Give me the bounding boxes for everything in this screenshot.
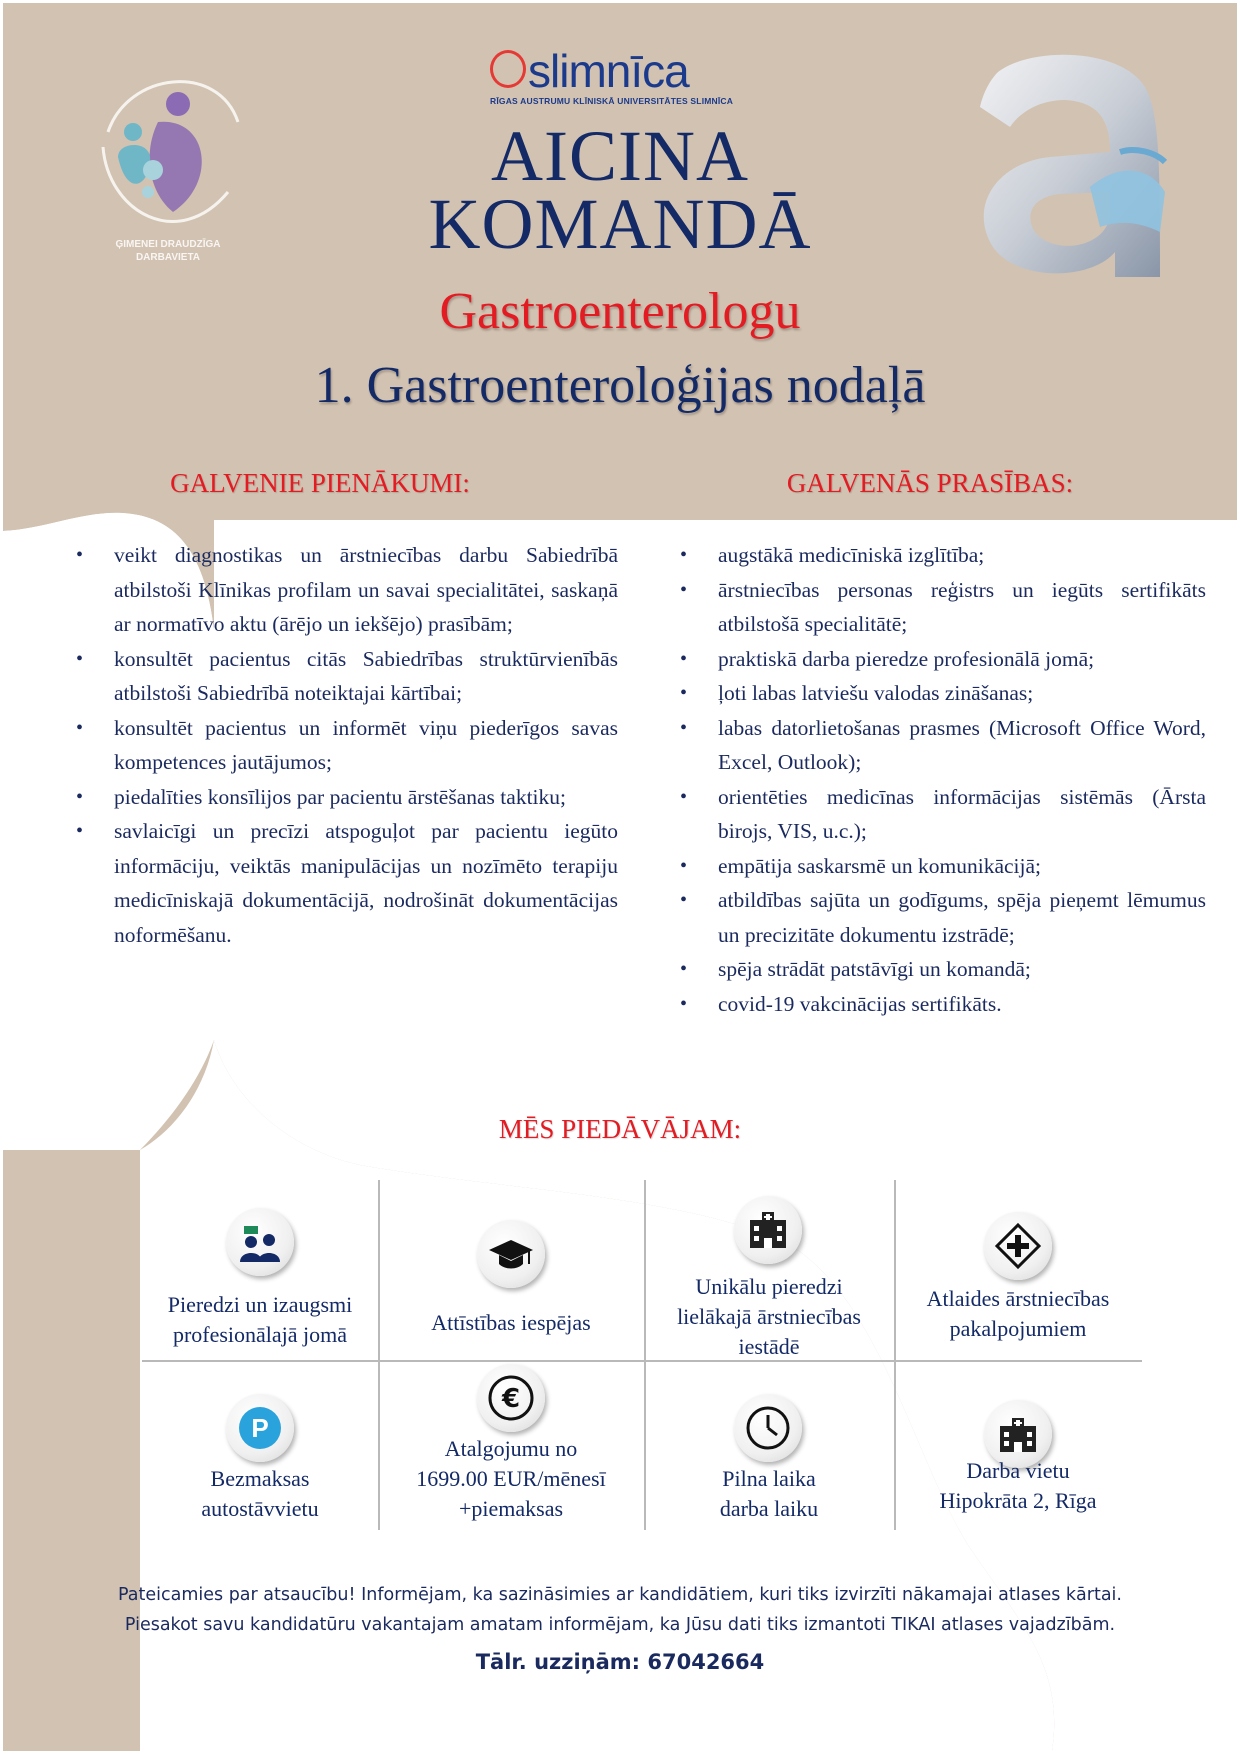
position-title: Gastroenterologu: [439, 283, 801, 340]
requirement-item: • spēja strādāt patstāvīgi un komandā;: [678, 952, 1206, 987]
offer-text-line: Hipokrāta 2, Rīga: [939, 1488, 1097, 1513]
brand-logo: [490, 45, 734, 106]
offer-text-line: profesionālajā jomā: [172, 1322, 348, 1347]
clock-icon: [734, 1394, 802, 1462]
offer-title: MĒS PIEDĀVĀJAM:: [498, 1114, 742, 1144]
offer-text-line: Pieredzi un izaugsmi: [167, 1292, 353, 1317]
medical-cross-icon: [984, 1212, 1052, 1280]
parking-icon: [226, 1394, 294, 1462]
offer-text-line: +piemaksas: [458, 1496, 564, 1521]
offer-item-parking: [142, 1464, 378, 1524]
graduation-cap-icon: [477, 1220, 545, 1288]
offer-text-line: iestādē: [738, 1334, 800, 1359]
offer-text-line: pakalpojumiem: [949, 1316, 1087, 1341]
duty-item: • konsultēt pacientus citās Sabiedrības struktūrvienībās atbilstoši Sabiedrībā noteiktajai kārtībai;: [74, 642, 618, 711]
requirement-item: • praktiskā darba pieredze profesionālā jomā;: [678, 642, 1206, 677]
headline: [320, 116, 920, 264]
offer-text-line: autostāvvietu: [201, 1496, 319, 1521]
footer-thanks: Pateicamies par atsaucību! Informējam, ka sazināsimies ar kandidātiem, kuri tiks izvirzīti nākamajai atlases kārtai.: [118, 1585, 1122, 1605]
duty-item: • veikt diagnostikas un ārstniecības darbu Sabiedrībā atbilstoši Klīnikas profilam un savai specialitātei, saskaņā ar normatīvo aktu (ārējo un iekšējo) prasībām;: [74, 538, 618, 642]
duty-item: • savlaicīgi un precīzi atspoguļot par pacientu iegūto informāciju, veiktās manipulācijas un nozīmēto terapiju medicīniskajā dokumentācijā, nodrošināt dokumentācijas noformēšanu.: [74, 814, 618, 952]
people-growth-icon: [226, 1208, 294, 1276]
requirement-item: • orientēties medicīnas informācijas sistēmās (Ārsta birojs, VIS, u.c.);: [678, 780, 1206, 849]
department-title: 1. Gastroenteroloģijas nodaļā: [314, 357, 926, 414]
hospital-icon: [734, 1196, 802, 1264]
offer-text-line: darba laiku: [719, 1496, 819, 1521]
offer-item-experience: [644, 1272, 894, 1362]
headline-line1: AICINA: [491, 116, 749, 196]
requirements-list: [678, 538, 1206, 1021]
grid-divider: [142, 1360, 1142, 1362]
svg-text:€: €: [501, 1384, 521, 1414]
brand-subtitle: RĪGAS AUSTRUMU KLĪNISKĀ UNIVERSITĀTES SLIMNĪCA: [490, 96, 734, 106]
offer-item-growth: [142, 1290, 378, 1350]
requirement-item: • ārstniecības personas reģistrs un iegūts sertifikāts atbilstošā specialitātē;: [678, 573, 1206, 642]
duties-list: [74, 538, 618, 952]
offer-item-salary: [378, 1434, 644, 1524]
requirement-item: • labas datorlietošanas prasmes (Microsoft Office Word, Excel, Outlook);: [678, 711, 1206, 780]
requirement-item: • empātija saskarsmē un komunikācijā;: [678, 849, 1206, 884]
offer-text-line: Bezmaksas: [210, 1466, 310, 1491]
requirement-item: • atbildības sajūta un godīgums, spēja pieņemt lēmumus un precizitāte dokumentu izstrādē;: [678, 883, 1206, 952]
offer-text-line: lielākajā ārstniecības: [677, 1304, 861, 1329]
offer-item-location: [894, 1456, 1142, 1516]
requirement-item: • augstākā medicīniskā izglītība;: [678, 538, 1206, 573]
duty-item: • piedalīties konsīlijos par pacientu ārstēšanas taktiku;: [74, 780, 618, 815]
offer-grid: [142, 1180, 1142, 1530]
duties-title: GALVENIE PIENĀKUMI:: [170, 468, 470, 498]
brand-a-mark: [490, 50, 526, 88]
brand-name: slimnīca: [528, 45, 689, 97]
offer-text-line: Attīstības iespējas: [431, 1310, 591, 1335]
requirement-item: • covid-19 vakcinācijas sertifikāts.: [678, 987, 1206, 1022]
svg-text:P: P: [251, 1413, 269, 1443]
footer-phone: Tālr. uzziņām: 67042664: [475, 1650, 765, 1674]
family-badge-text: ĢIMENEI DRAUDZĪGA DARBAVIETA: [115, 239, 221, 263]
offer-item-fulltime: [644, 1464, 894, 1524]
decorative-letter-a: [970, 52, 1170, 277]
letter-a-photo-icon: [970, 52, 1170, 277]
offer-item-development: [378, 1308, 644, 1338]
duty-item: • konsultēt pacientus un informēt viņu piederīgos savas kompetences jautājumos;: [74, 711, 618, 780]
requirements-title: GALVENĀS PRASĪBAS:: [786, 468, 1074, 498]
euro-icon: [477, 1364, 545, 1432]
offer-text-line: 1699.00 EUR/mēnesī: [416, 1466, 606, 1491]
offer-text-line: Atlaides ārstniecības: [926, 1286, 1110, 1311]
footer-privacy: Piesakot savu kandidatūru vakantajam amatam informējam, ka Jūsu dati tiks izmantoti TIKAI atlases vajadzībām.: [124, 1615, 1116, 1635]
offer-item-discounts: [894, 1284, 1142, 1344]
family-friendly-logo: [88, 62, 248, 277]
offer-text-line: Unikālu pieredzi: [695, 1274, 843, 1299]
footer: [0, 1580, 1240, 1680]
headline-line2: KOMANDĀ: [428, 184, 812, 264]
offer-text-line: Pilna laika: [722, 1466, 816, 1491]
requirement-item: • ļoti labas latviešu valodas zināšanas;: [678, 676, 1206, 711]
offer-text-line: Darba vietu: [966, 1458, 1070, 1483]
offer-text-line: Atalgojumu no: [444, 1436, 578, 1461]
